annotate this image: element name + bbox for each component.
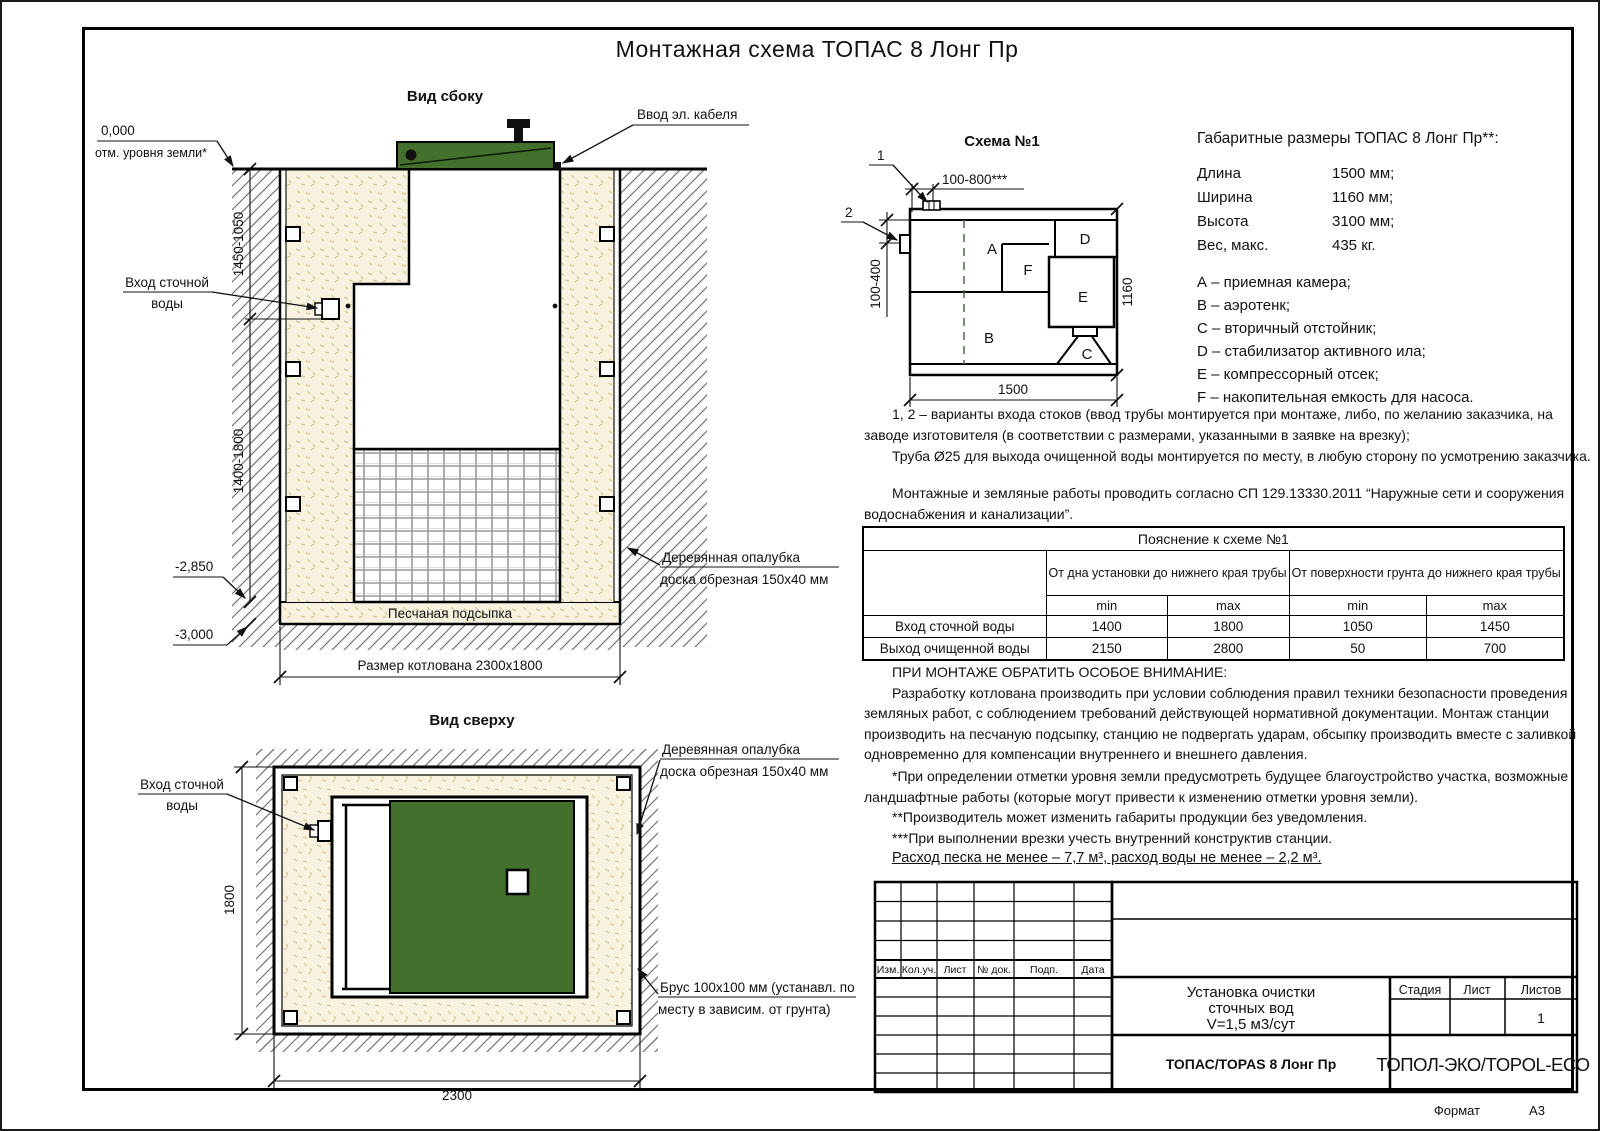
- cable-annotation-text: Ввод эл. кабеля: [637, 107, 738, 122]
- formwork-annotation-line2: доска обрезная 150x40 мм: [660, 572, 829, 587]
- level-zero-value: 0,000: [101, 123, 135, 138]
- attention-line: производить на песчаную подсыпку, станцию не подвергать ударам, обсыпку производить вместе с заливкой: [864, 725, 1577, 742]
- row-value: 700: [1426, 638, 1563, 660]
- dim-bottom-label: 1500: [997, 382, 1029, 397]
- format-note: [1434, 1103, 1545, 1118]
- dim-lower: 1400-1800: [231, 428, 246, 494]
- attention-line: Разработку котлована производить при условии соблюдения правил техники безопасности проведения: [892, 684, 1568, 701]
- lid-service-hatch: [507, 870, 528, 894]
- level-zero-annotation: [95, 123, 233, 166]
- attention-heading: ПРИ МОНТАЖЕ ОБРАТИТЬ ОСОБОЕ ВНИМАНИЕ:: [892, 664, 1228, 680]
- formwork-annotation-top: [637, 742, 839, 834]
- row-name: Выход очищенной воды: [863, 638, 1046, 660]
- note-line: Труба Ø25 для выхода очищенной воды монтируется по месту, в любую сторону по усмотрению заказчика.: [892, 448, 1591, 464]
- dim-left-label: 100-400: [868, 259, 883, 309]
- title-block: [857, 857, 1590, 1125]
- top-tank-lid-green: [390, 801, 574, 993]
- compartment-a: A: [986, 241, 998, 258]
- note-line: 1, 2 – варианты входа стоков (ввод трубы монтируется при монтаже, либо, по желанию заказчика, на: [892, 406, 1553, 422]
- spec-value: 3100 мм;: [1332, 213, 1395, 230]
- table-corner-cell: [863, 551, 1046, 616]
- beam-annotation: [638, 969, 856, 1017]
- level-minus3000-value: -3,000: [175, 627, 214, 642]
- pit-size-label: Размер котлована 2300x1800: [357, 658, 543, 673]
- explanation-table: [862, 526, 1565, 661]
- sheets-header: Листов: [1520, 983, 1562, 997]
- schema1-stub1: [923, 201, 940, 210]
- mark2-label: 2: [845, 205, 853, 220]
- level-minus2850-value: -2,850: [175, 559, 214, 574]
- note-line: заводе изготовителя (в соответствии с размерами, указанными в заявке на врезку);: [864, 427, 1410, 443]
- spec-name: Длина: [1197, 165, 1241, 182]
- row-value: 2150: [1046, 638, 1168, 660]
- row-value: 50: [1289, 638, 1426, 660]
- cable-annotation: [563, 107, 749, 163]
- note-line: Монтажные и земляные работы проводить согласно СП 129.13330.2011 “Наружные сети и сооружения: [892, 485, 1565, 501]
- sheets-value: 1: [1537, 1010, 1545, 1026]
- attention-line: земляных работ, с соблюдением требований действующей нормативной документации. Монтаж станции: [864, 705, 1549, 721]
- format-value: А3: [1529, 1103, 1545, 1118]
- format-label: Формат: [1433, 1103, 1481, 1118]
- cable-entry-point: [554, 162, 561, 169]
- inlet-annotation-line1: Вход сточной: [125, 275, 209, 290]
- schema1-label: Схема №1: [964, 133, 1040, 150]
- product-name: ТОПАС/TOPAS 8 Лонг Пр: [1165, 1056, 1337, 1072]
- top-view-drawing: [122, 697, 867, 1117]
- stage-header: Стадия: [1398, 983, 1442, 997]
- spec-value: 435 кг.: [1332, 237, 1376, 254]
- spec-name: Высота: [1197, 213, 1249, 230]
- top-inlet-line1: Вход сточной: [140, 777, 224, 792]
- table-max-header: max: [1426, 596, 1563, 616]
- attention-line: одновременно для компенсации внутреннего и внешнего давления.: [864, 746, 1308, 762]
- header-koluch: Кол.уч.: [901, 964, 937, 976]
- footnote-line: **Производитель может изменить габариты продукции без уведомления.: [892, 809, 1368, 825]
- top-inlet-line2: воды: [166, 798, 198, 813]
- spec-row-weight: [1197, 234, 1557, 258]
- mark1-label: 1: [877, 148, 885, 163]
- sand-bedding-label: Песчаная подсыпка: [387, 606, 513, 621]
- specs-block: [1197, 130, 1557, 409]
- beam-line1: Брус 100x100 мм (устанавл. по: [660, 980, 855, 995]
- compartment-e: E: [1077, 289, 1089, 306]
- page-title: Монтажная схема ТОПАС 8 Лонг Пр: [615, 36, 1019, 62]
- legend-line: D – стабилизатор активного ила;: [1197, 343, 1426, 360]
- schema1-bottom-dimension: [904, 377, 1123, 407]
- spec-value: 1500 мм;: [1332, 165, 1395, 182]
- spec-value: 1160 мм;: [1332, 189, 1394, 206]
- table-max-header: max: [1168, 596, 1290, 616]
- header-podp: Подп.: [1030, 964, 1058, 976]
- vent-stem: [514, 127, 523, 143]
- formwork-annotation-line1: Деревянная опалубка: [662, 550, 801, 565]
- table-row-outlet: [863, 638, 1564, 660]
- schema1-mark1: [869, 148, 927, 202]
- side-view-drawing: [77, 77, 867, 702]
- legend-line: F – накопительная емкость для насоса.: [1197, 389, 1474, 406]
- sheet-header: Лист: [1463, 983, 1491, 997]
- side-view-label: Вид сбоку: [406, 88, 484, 105]
- company-name: ТОПОЛ-ЭКО/TOPOL-ECO: [1376, 1054, 1590, 1075]
- spec-name: Вес, макс.: [1197, 237, 1269, 254]
- attention-block: [864, 662, 1576, 765]
- vent-cap: [507, 119, 530, 128]
- spec-row-length: [1197, 162, 1557, 186]
- top-formwork-line2: доска обрезная 150x40 мм: [660, 764, 829, 779]
- dim-top-label: 100-800***: [942, 172, 1008, 187]
- table-min-header: min: [1289, 596, 1426, 616]
- footnote-line: *При определении отметки уровня земли предусмотреть будущее благоустройство участка, возможные: [892, 768, 1569, 784]
- header-list: Лист: [943, 964, 967, 976]
- table-min-header: min: [1046, 596, 1168, 616]
- top-dim-1800-label: 1800: [222, 884, 237, 916]
- header-data: Дата: [1081, 964, 1105, 976]
- legend-line: В – аэротенк;: [1197, 297, 1291, 314]
- compartment-b: B: [983, 330, 995, 347]
- schema1-mark2: [841, 205, 897, 240]
- row-value: 1800: [1168, 616, 1290, 638]
- row-name: Вход сточной воды: [863, 616, 1046, 638]
- spec-row-width: [1197, 186, 1557, 210]
- schema1-drawing: [817, 122, 1152, 422]
- dim-right-label: 1160: [1120, 277, 1135, 307]
- row-value: 1400: [1046, 616, 1168, 638]
- table-row-inlet: [863, 616, 1564, 638]
- legend-line: С – вторичный отстойник;: [1197, 320, 1377, 337]
- compartment-f: F: [1023, 262, 1033, 279]
- top-formwork-line1: Деревянная опалубка: [662, 742, 801, 757]
- ballast-grid-block: [354, 449, 560, 602]
- specs-heading: Габаритные размеры ТОПАС 8 Лонг Пр**:: [1197, 130, 1499, 147]
- legend-line: E – компрессорный отсек;: [1197, 366, 1379, 383]
- consumption-note: Расход песка не менее – 7,7 м³, расход воды не менее – 2,2 м³.: [892, 850, 1322, 866]
- doc-name-line1: Установка очистки: [1186, 984, 1316, 1001]
- top-dim-2300-label: 2300: [441, 1088, 473, 1103]
- dim-upper: 1450-1050: [231, 211, 246, 277]
- notes-intro: [864, 404, 1591, 467]
- table-title: Пояснение к схеме №1: [863, 527, 1564, 551]
- beam-line2: месту в зависим. от грунта): [658, 1002, 831, 1017]
- row-value: 2800: [1168, 638, 1290, 660]
- doc-name-cell: [1187, 984, 1316, 1033]
- spec-name: Ширина: [1197, 189, 1253, 206]
- footnotes-block: [864, 766, 1568, 848]
- legend-line: А – приемная камера;: [1197, 274, 1351, 291]
- footnote-line: ландшафтные работы (которые могут привести к изменению отметки уровня земли).: [864, 788, 1419, 805]
- revision-headers: [877, 964, 1105, 976]
- schema1-stub2: [900, 235, 910, 253]
- header-ndok: № док.: [977, 964, 1011, 976]
- doc-name-line3: V=1,5 м3/сут: [1206, 1016, 1296, 1033]
- inlet-annotation-line2: воды: [151, 296, 183, 311]
- compartment-d: D: [1079, 231, 1091, 248]
- footnote-line: ***При выполнении врезки учесть внутренний конструктив станции.: [892, 829, 1333, 846]
- note-line: водоснабжения и канализации”.: [864, 506, 1074, 522]
- notes-sp: [864, 483, 1564, 525]
- ground-level-note: отм. уровня земли*: [95, 146, 208, 160]
- compartment-c: C: [1081, 346, 1093, 363]
- table-group2: От поверхности грунта до нижнего края трубы: [1289, 551, 1564, 596]
- row-value: 1450: [1426, 616, 1563, 638]
- tank-lid: [397, 119, 561, 169]
- stage-sheet-headers: [1399, 983, 1562, 1026]
- spec-row-height: [1197, 210, 1557, 234]
- doc-name-line2: сточных вод: [1208, 1000, 1294, 1017]
- table-group1: От дна установки до нижнего края трубы: [1046, 551, 1289, 596]
- header-izm: Изм.: [876, 964, 900, 976]
- row-value: 1050: [1289, 616, 1426, 638]
- top-view-label: Вид сверху: [429, 712, 515, 729]
